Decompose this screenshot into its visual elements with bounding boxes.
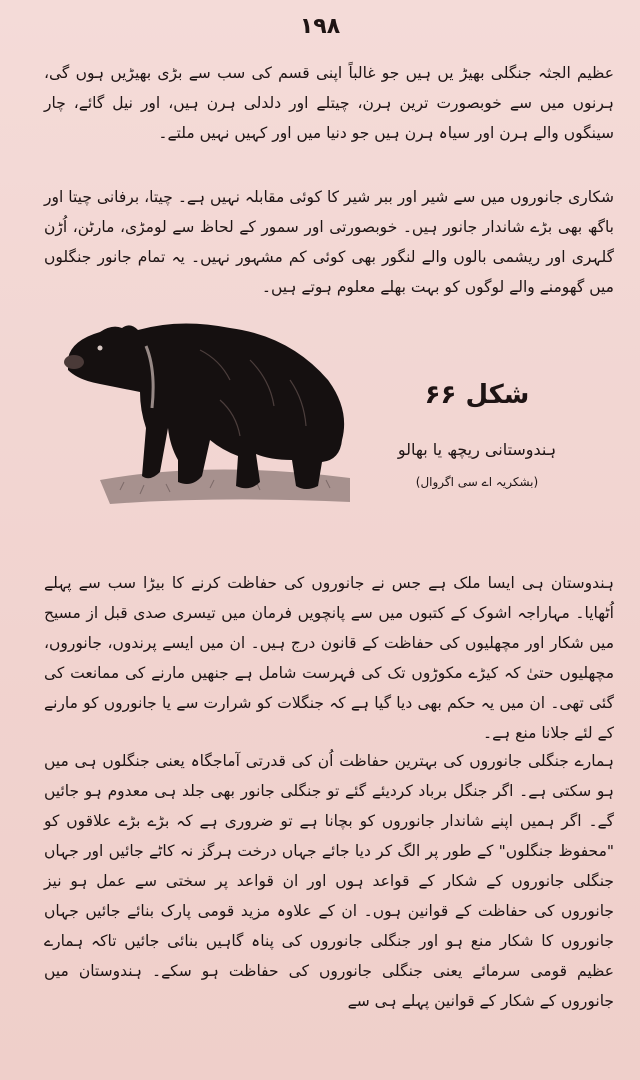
- paragraph-predators: شکاری جانوروں میں سے شیر اور ببر شیر کا کوئی مقابلہ نہیں ہے۔ چیتا، برفانی چیتا اور باگھ بھی بڑے شاندار جانور ہیں۔ خوبصورتی اور سمور کے لحاظ سے لومڑی، مارٹن، اُڑن گلہری اور ریشمی بالوں والے لنگور بھی کوئی کم مشہور نہیں۔ یہ تمام جانور جنگلوں میں گھومنے والے لوگوں کو بہت بھلے معلوم ہوتے ہیں۔: [44, 188, 614, 296]
- paragraph-ashoka-history: ہندوستان ہی ایسا ملک ہے جس نے جانوروں کی حفاظت کرنے کا بیڑا سب سے پہلے اُٹھایا۔ مہاراجہ اشوک کے کتبوں میں سے پانچویں فرمان میں تیسری صدی قبل از مسیح میں شکار اور مچھلیوں کی حفاظت کے قانون درج ہیں۔ ان میں ایسے پرندوں، جانوروں، مچھلیوں حتیٰ کہ کیڑے مکوڑوں تک کی فہرست شامل ہے جنھیں مارنے کی ممانعت کی گئی تھی۔ ان میں یہ حکم بھی دیا گیا ہے کہ جنگلات کو شرارت سے یا جانوروں کو مارنے کے لئے جلانا منع ہے۔: [44, 574, 614, 742]
- figure-caption: [372, 380, 582, 489]
- figure-label: شکل ۶۶: [424, 380, 530, 410]
- figure-credit: (بشکریہ اے سی اگروال): [415, 475, 539, 489]
- paragraph-forest-protection: ہمارے جنگلی جانوروں کی بہترین حفاظت اُن کی قدرتی آماجگاہ یعنی جنگلوں ہی میں ہو سکتی ہے۔ اگر جنگل برباد کردیئے گئے تو جنگلی جانور بھی جلد ہی معدوم ہو جائیں گے۔ اگر ہمیں اپنے شاندار جانوروں کو بچانا ہے تو ضروری ہے کہ بڑے بڑے علاقوں کو "محفوظ جنگلوں" کے طور پر الگ کر دیا جائے جہاں درخت ہرگز نہ کاٹے جائیں اور جہاں جنگلی جانوروں کے شکار کے قواعد ہوں اور ان قواعد پر سختی سے عمل ہو نیز جانوروں کی حفاظت کے قوانین ہوں۔ ان کے علاوہ مزید قومی پارک بنائے جائیں جہاں جانوروں کا شکار منع ہو اور جنگلی جانوروں کی پناہ گاہیں بنائی جائیں تاکہ ہمارے عظیم قومی سرمائے یعنی جنگلی جانوروں کی حفاظت ہو سکے۔ ہندوستان میں جانوروں کے شکار کے قوانین پہلے ہی سے: [44, 752, 614, 1010]
- bear-illustration: [60, 310, 360, 510]
- page-number: ۱۹۸: [299, 14, 341, 39]
- figure-title: ہندوستانی ریچھ یا بھالو: [397, 440, 557, 459]
- paragraph-animals-deer: عظیم الجثہ جنگلی بھیڑ یں ہیں جو غالباً اپنی قسم کی سب سے بڑی بھیڑیں ہوں گی، ہرنوں میں سے خوبصورت ترین ہرن، چیتلے اور دلدلی ہرن ہیں، اور نیل گائے، چار سینگوں والے ہرن اور سیاہ ہرن ہیں جو دنیا میں اور کہیں نہیں ملتے۔: [44, 64, 614, 142]
- bear-icon: [60, 310, 360, 510]
